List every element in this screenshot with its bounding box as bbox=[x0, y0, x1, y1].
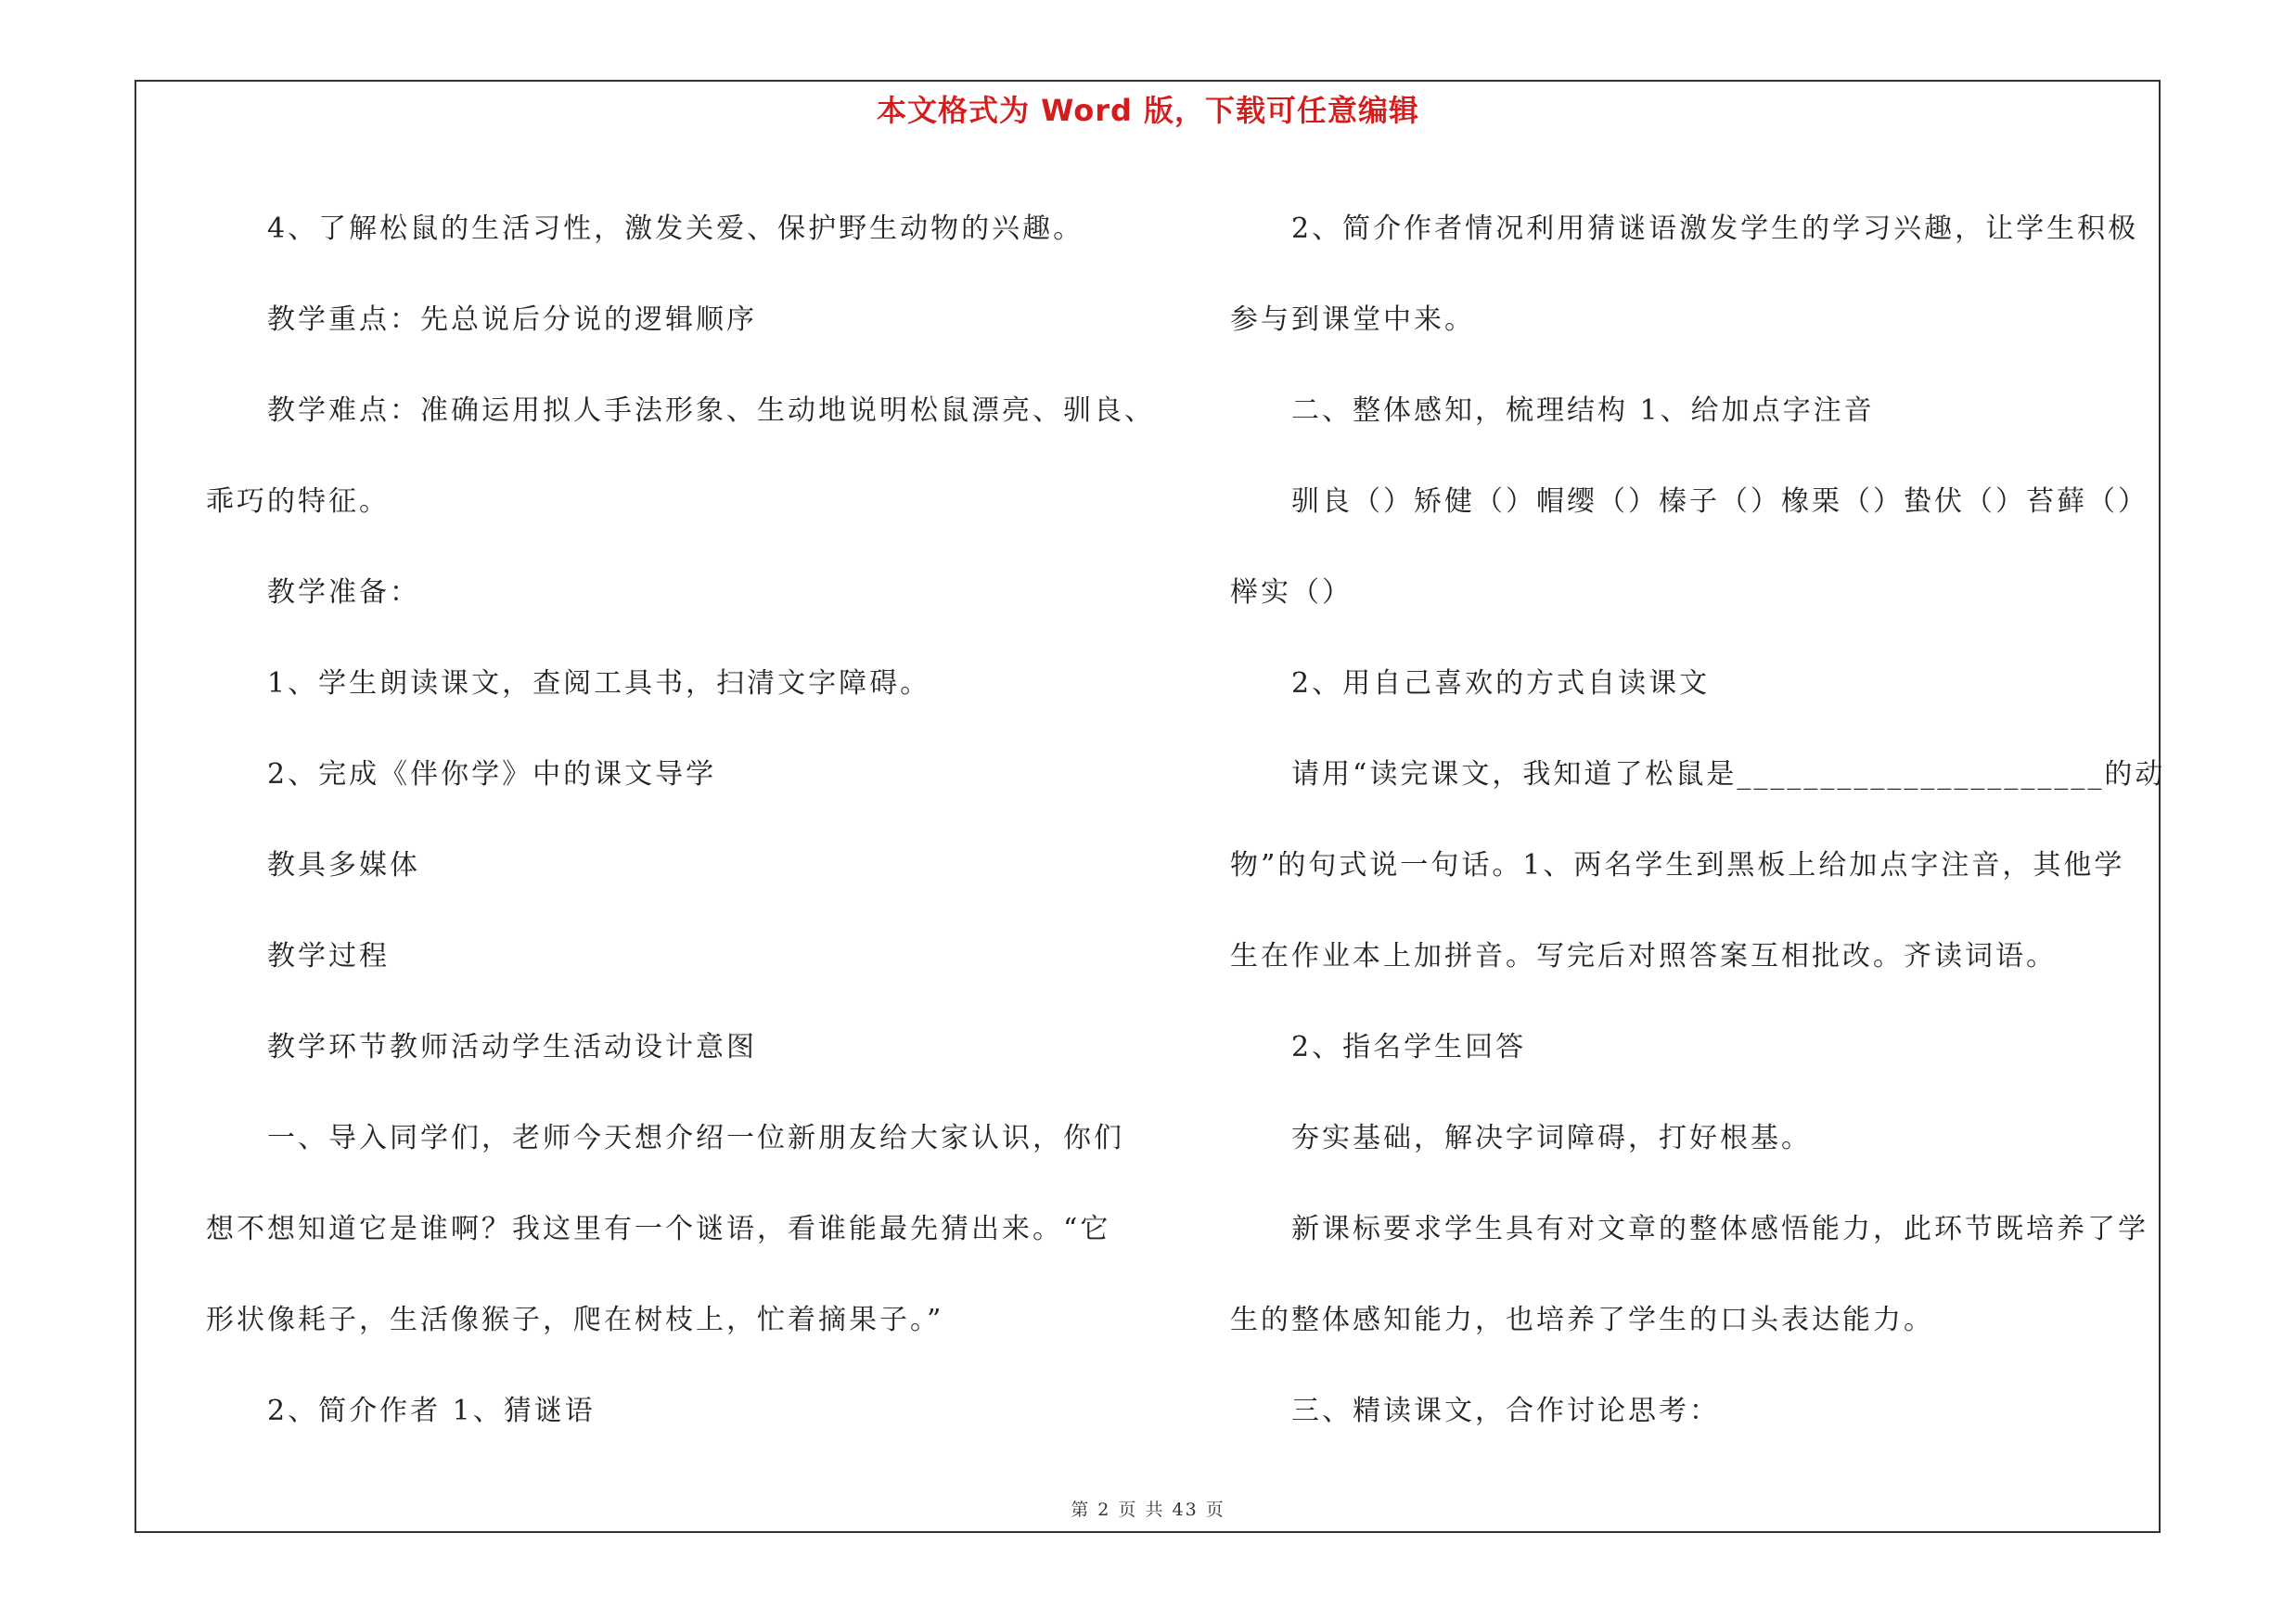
text-line: 教具多媒体 bbox=[267, 849, 420, 882]
text-line: 教学准备： bbox=[267, 576, 420, 609]
right-column bbox=[1230, 184, 2166, 1457]
text-line: 物”的句式说一句话。1、两名学生到黑板上给加点字注音，其他学 bbox=[1230, 849, 2125, 882]
document-banner: 本文格式为 Word 版，下载可任意编辑 bbox=[876, 93, 1420, 128]
text-line: 想不想知道它是谁啊？我这里有一个谜语，看谁能最先猜出来。“它 bbox=[206, 1213, 1111, 1245]
text-line: 2、指名学生回答 bbox=[1291, 1031, 1527, 1063]
text-line: 形状像耗子，生活像猴子，爬在树枝上，忙着摘果子。” bbox=[206, 1304, 944, 1336]
text-line: 1、学生朗读课文，查阅工具书，扫清文字障碍。 bbox=[267, 667, 931, 700]
text-line: 夯实基础，解决字词障碍，打好根基。 bbox=[1291, 1122, 1812, 1154]
text-line: 乖巧的特征。 bbox=[206, 485, 390, 518]
text-line: 2、简介作者 1、猜谜语 bbox=[267, 1395, 596, 1427]
text-line: 2、用自己喜欢的方式自读课文 bbox=[1291, 667, 1711, 700]
page-number-footer: 第 2 页 共 43 页 bbox=[1071, 1500, 1225, 1520]
text-line: 教学环节教师活动学生活动设计意图 bbox=[267, 1031, 757, 1063]
text-line: 请用“读完课文，我知道了松鼠是______________________的动 bbox=[1291, 758, 2166, 791]
text-line: 教学难点：准确运用拟人手法形象、生动地说明松鼠漂亮、驯良、 bbox=[267, 394, 1155, 427]
text-line: 参与到课堂中来。 bbox=[1230, 303, 1475, 336]
text-line: 榉实（） bbox=[1230, 576, 1353, 609]
text-line: 驯良（）矫健（）帽缨（）榛子（）橡栗（）蛰伏（）苔藓（） bbox=[1291, 485, 2148, 518]
text-line: 2、简介作者情况利用猜谜语激发学生的学习兴趣，让学生积极 bbox=[1291, 213, 2139, 245]
text-line: 2、完成《伴你学》中的课文导学 bbox=[267, 758, 717, 791]
left-column bbox=[206, 184, 1155, 1457]
text-line: 新课标要求学生具有对文章的整体感悟能力，此环节既培养了学 bbox=[1291, 1213, 2148, 1245]
text-line: 一、导入同学们，老师今天想介绍一位新朋友给大家认识，你们 bbox=[267, 1122, 1124, 1154]
text-line: 生在作业本上加拼音。写完后对照答案互相批改。齐读词语。 bbox=[1230, 940, 2057, 973]
text-line: 4、了解松鼠的生活习性，激发关爱、保护野生动物的兴趣。 bbox=[267, 213, 1084, 245]
text-line: 教学过程 bbox=[267, 940, 390, 973]
text-line: 三、精读课文，合作讨论思考： bbox=[1291, 1395, 1720, 1427]
text-line: 生的整体感知能力，也培养了学生的口头表达能力。 bbox=[1230, 1304, 1934, 1336]
text-line: 二、整体感知，梳理结构 1、给加点字注音 bbox=[1291, 394, 1875, 427]
text-line: 教学重点：先总说后分说的逻辑顺序 bbox=[267, 303, 757, 336]
